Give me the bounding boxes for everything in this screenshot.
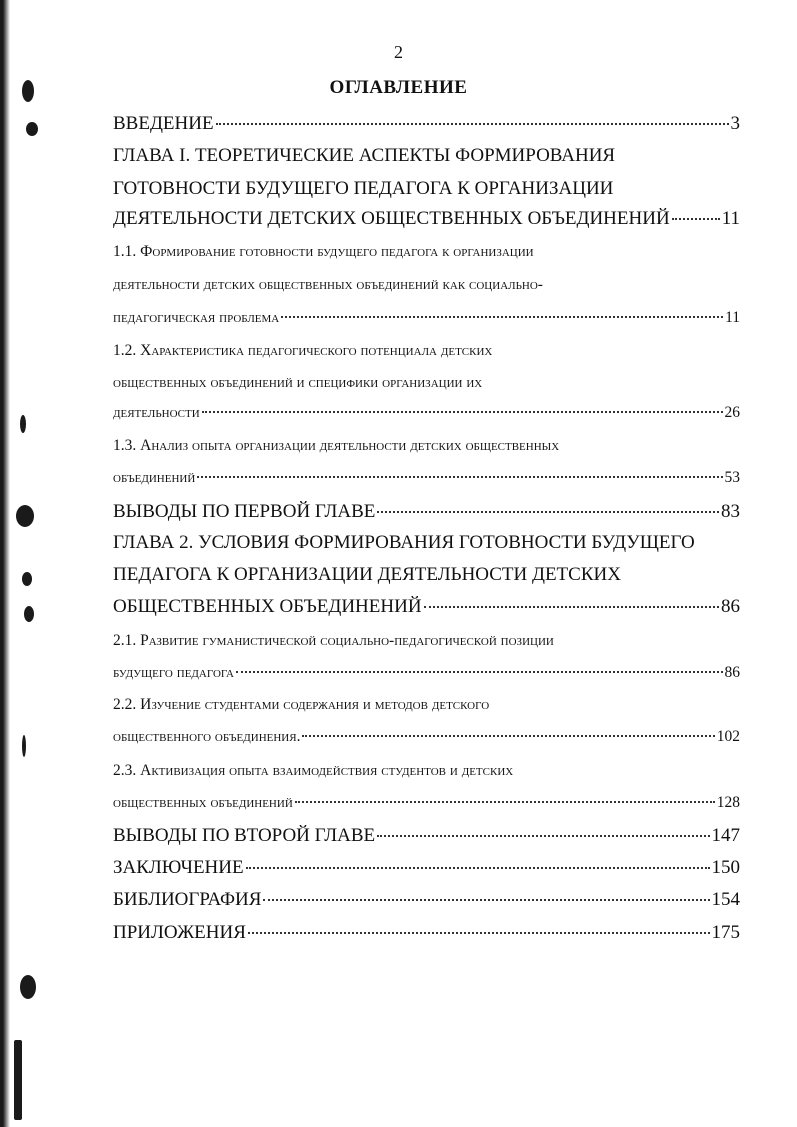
dot-leader <box>424 606 719 608</box>
toc-page-number: 128 <box>716 794 740 811</box>
toc-entry-text: общественных объединений <box>113 794 293 811</box>
toc-entry-text: педагогическая проблема <box>113 309 280 326</box>
scan-artifact <box>16 505 34 527</box>
toc-entry-text: 1.1. Формирование готовности будущего педагога к организации <box>113 243 534 260</box>
toc-entry-line <box>113 404 740 422</box>
toc-entry-text: общественных объединений и специфики организации их <box>113 374 483 391</box>
page-number: 2 <box>394 42 403 62</box>
toc-entry-line <box>113 664 740 682</box>
toc-entry-text: 2.3. Активизация опыта взаимодействия студентов и детских <box>113 762 514 779</box>
dot-leader <box>216 123 729 125</box>
toc-entry-line <box>113 564 740 586</box>
toc-entry-line <box>113 825 740 847</box>
toc-entry-text: ГОТОВНОСТИ БУДУЩЕГО ПЕДАГОГА К ОРГАНИЗАЦИИ <box>113 178 614 199</box>
scan-artifact <box>14 1040 22 1120</box>
toc-entry-text: БИБЛИОГРАФИЯ <box>113 889 262 910</box>
toc-entry-text: ЗАКЛЮЧЕНИЕ <box>113 857 244 878</box>
toc-title: ОГЛАВЛЕНИЕ <box>329 77 468 98</box>
toc-entry-line <box>113 857 740 879</box>
dot-leader <box>295 801 715 803</box>
toc-entry-line <box>113 532 740 554</box>
toc-page-number: 154 <box>711 889 740 910</box>
toc-page-number: 53 <box>724 469 740 486</box>
toc-entry-text: ВВЕДЕНИЕ <box>113 113 214 134</box>
toc-entry-line <box>113 145 740 167</box>
scan-artifact <box>24 606 34 622</box>
scan-binding-edge <box>0 0 10 1127</box>
scan-artifact <box>22 572 32 586</box>
toc-entry-line <box>113 596 740 618</box>
toc-page-number: 102 <box>716 728 740 745</box>
toc-entry-line <box>113 889 740 911</box>
toc-page-number: 11 <box>725 309 740 326</box>
toc-entry-text: ПРИЛОЖЕНИЯ <box>113 922 246 943</box>
toc-entry-line <box>113 342 740 360</box>
toc-entry-line <box>113 208 740 230</box>
toc-entry-text: ПЕДАГОГА К ОРГАНИЗАЦИИ ДЕЯТЕЛЬНОСТИ ДЕТСКИХ <box>113 564 621 585</box>
dot-leader <box>377 835 709 837</box>
toc-entry-text: объединений <box>113 469 196 486</box>
toc-page-number: 86 <box>724 664 740 681</box>
dot-leader <box>246 867 710 869</box>
toc-page-number: 3 <box>730 113 740 134</box>
toc-entry-text: ГЛАВА 2. УСЛОВИЯ ФОРМИРОВАНИЯ ГОТОВНОСТИ БУДУЩЕГО <box>113 532 695 553</box>
dot-leader <box>236 671 723 673</box>
toc-entry-text: ВЫВОДЫ ПО ПЕРВОЙ ГЛАВЕ <box>113 501 376 522</box>
toc-entry-text: общественного объединения. <box>113 728 301 745</box>
dot-leader <box>302 735 714 737</box>
toc-page-number: 83 <box>721 501 740 522</box>
toc-entry-line <box>113 794 740 812</box>
scan-artifact <box>26 122 38 136</box>
toc-entry-line <box>113 113 740 135</box>
toc-page-number: 150 <box>711 857 740 878</box>
dot-leader <box>248 932 710 934</box>
toc-page-number: 147 <box>711 825 740 846</box>
toc-page-number: 86 <box>721 596 740 617</box>
dot-leader <box>263 899 709 901</box>
dot-leader <box>672 218 720 220</box>
toc-entry-line <box>113 178 740 200</box>
toc-entry-line <box>113 243 740 261</box>
toc-page-number: 175 <box>711 922 740 943</box>
toc-entry-line <box>113 437 740 455</box>
toc-entry-line <box>113 276 740 294</box>
toc-entry-line <box>113 762 740 780</box>
scan-artifact <box>20 975 36 999</box>
dot-leader <box>197 476 722 478</box>
toc-entry-line <box>113 632 740 650</box>
toc-entry-text: будущего педагога <box>113 664 234 681</box>
scan-artifact <box>22 735 26 757</box>
toc-entry-line <box>113 922 740 944</box>
dot-leader <box>377 511 719 513</box>
toc-entry-text: деятельности детских общественных объединений как социально- <box>113 276 543 293</box>
toc-page-number: 26 <box>724 404 740 421</box>
toc-entry-text: ОБЩЕСТВЕННЫХ ОБЪЕДИНЕНИЙ <box>113 596 422 617</box>
dot-leader <box>281 316 723 318</box>
toc-entry-text: ГЛАВА I. ТЕОРЕТИЧЕСКИЕ АСПЕКТЫ ФОРМИРОВАНИЯ <box>113 145 616 166</box>
toc-entry-text: 1.2. Характеристика педагогического потенциала детских <box>113 342 493 359</box>
toc-page-number: 11 <box>721 208 740 229</box>
toc-entry-line <box>113 501 740 523</box>
toc-entry-text: деятельности <box>113 404 200 421</box>
toc-entry-text: 1.3. Анализ опыта организации деятельности детских общественных <box>113 437 560 454</box>
dot-leader <box>202 411 723 413</box>
toc-entry-text: 2.1. Развитие гуманистической социально-педагогической позиции <box>113 632 554 649</box>
toc-entry-text: ДЕЯТЕЛЬНОСТИ ДЕТСКИХ ОБЩЕСТВЕННЫХ ОБЪЕДИНЕНИЙ <box>113 208 670 229</box>
toc-entry-text: 2.2. Изучение студентами содержания и методов детского <box>113 696 490 713</box>
toc-entry-line <box>113 469 740 487</box>
toc-entry-line <box>113 728 740 746</box>
toc-entry-line <box>113 696 740 714</box>
scan-artifact <box>20 415 26 433</box>
toc-entry-line <box>113 309 740 327</box>
toc-entry-line <box>113 374 740 392</box>
toc-entry-text: ВЫВОДЫ ПО ВТОРОЙ ГЛАВЕ <box>113 825 376 846</box>
